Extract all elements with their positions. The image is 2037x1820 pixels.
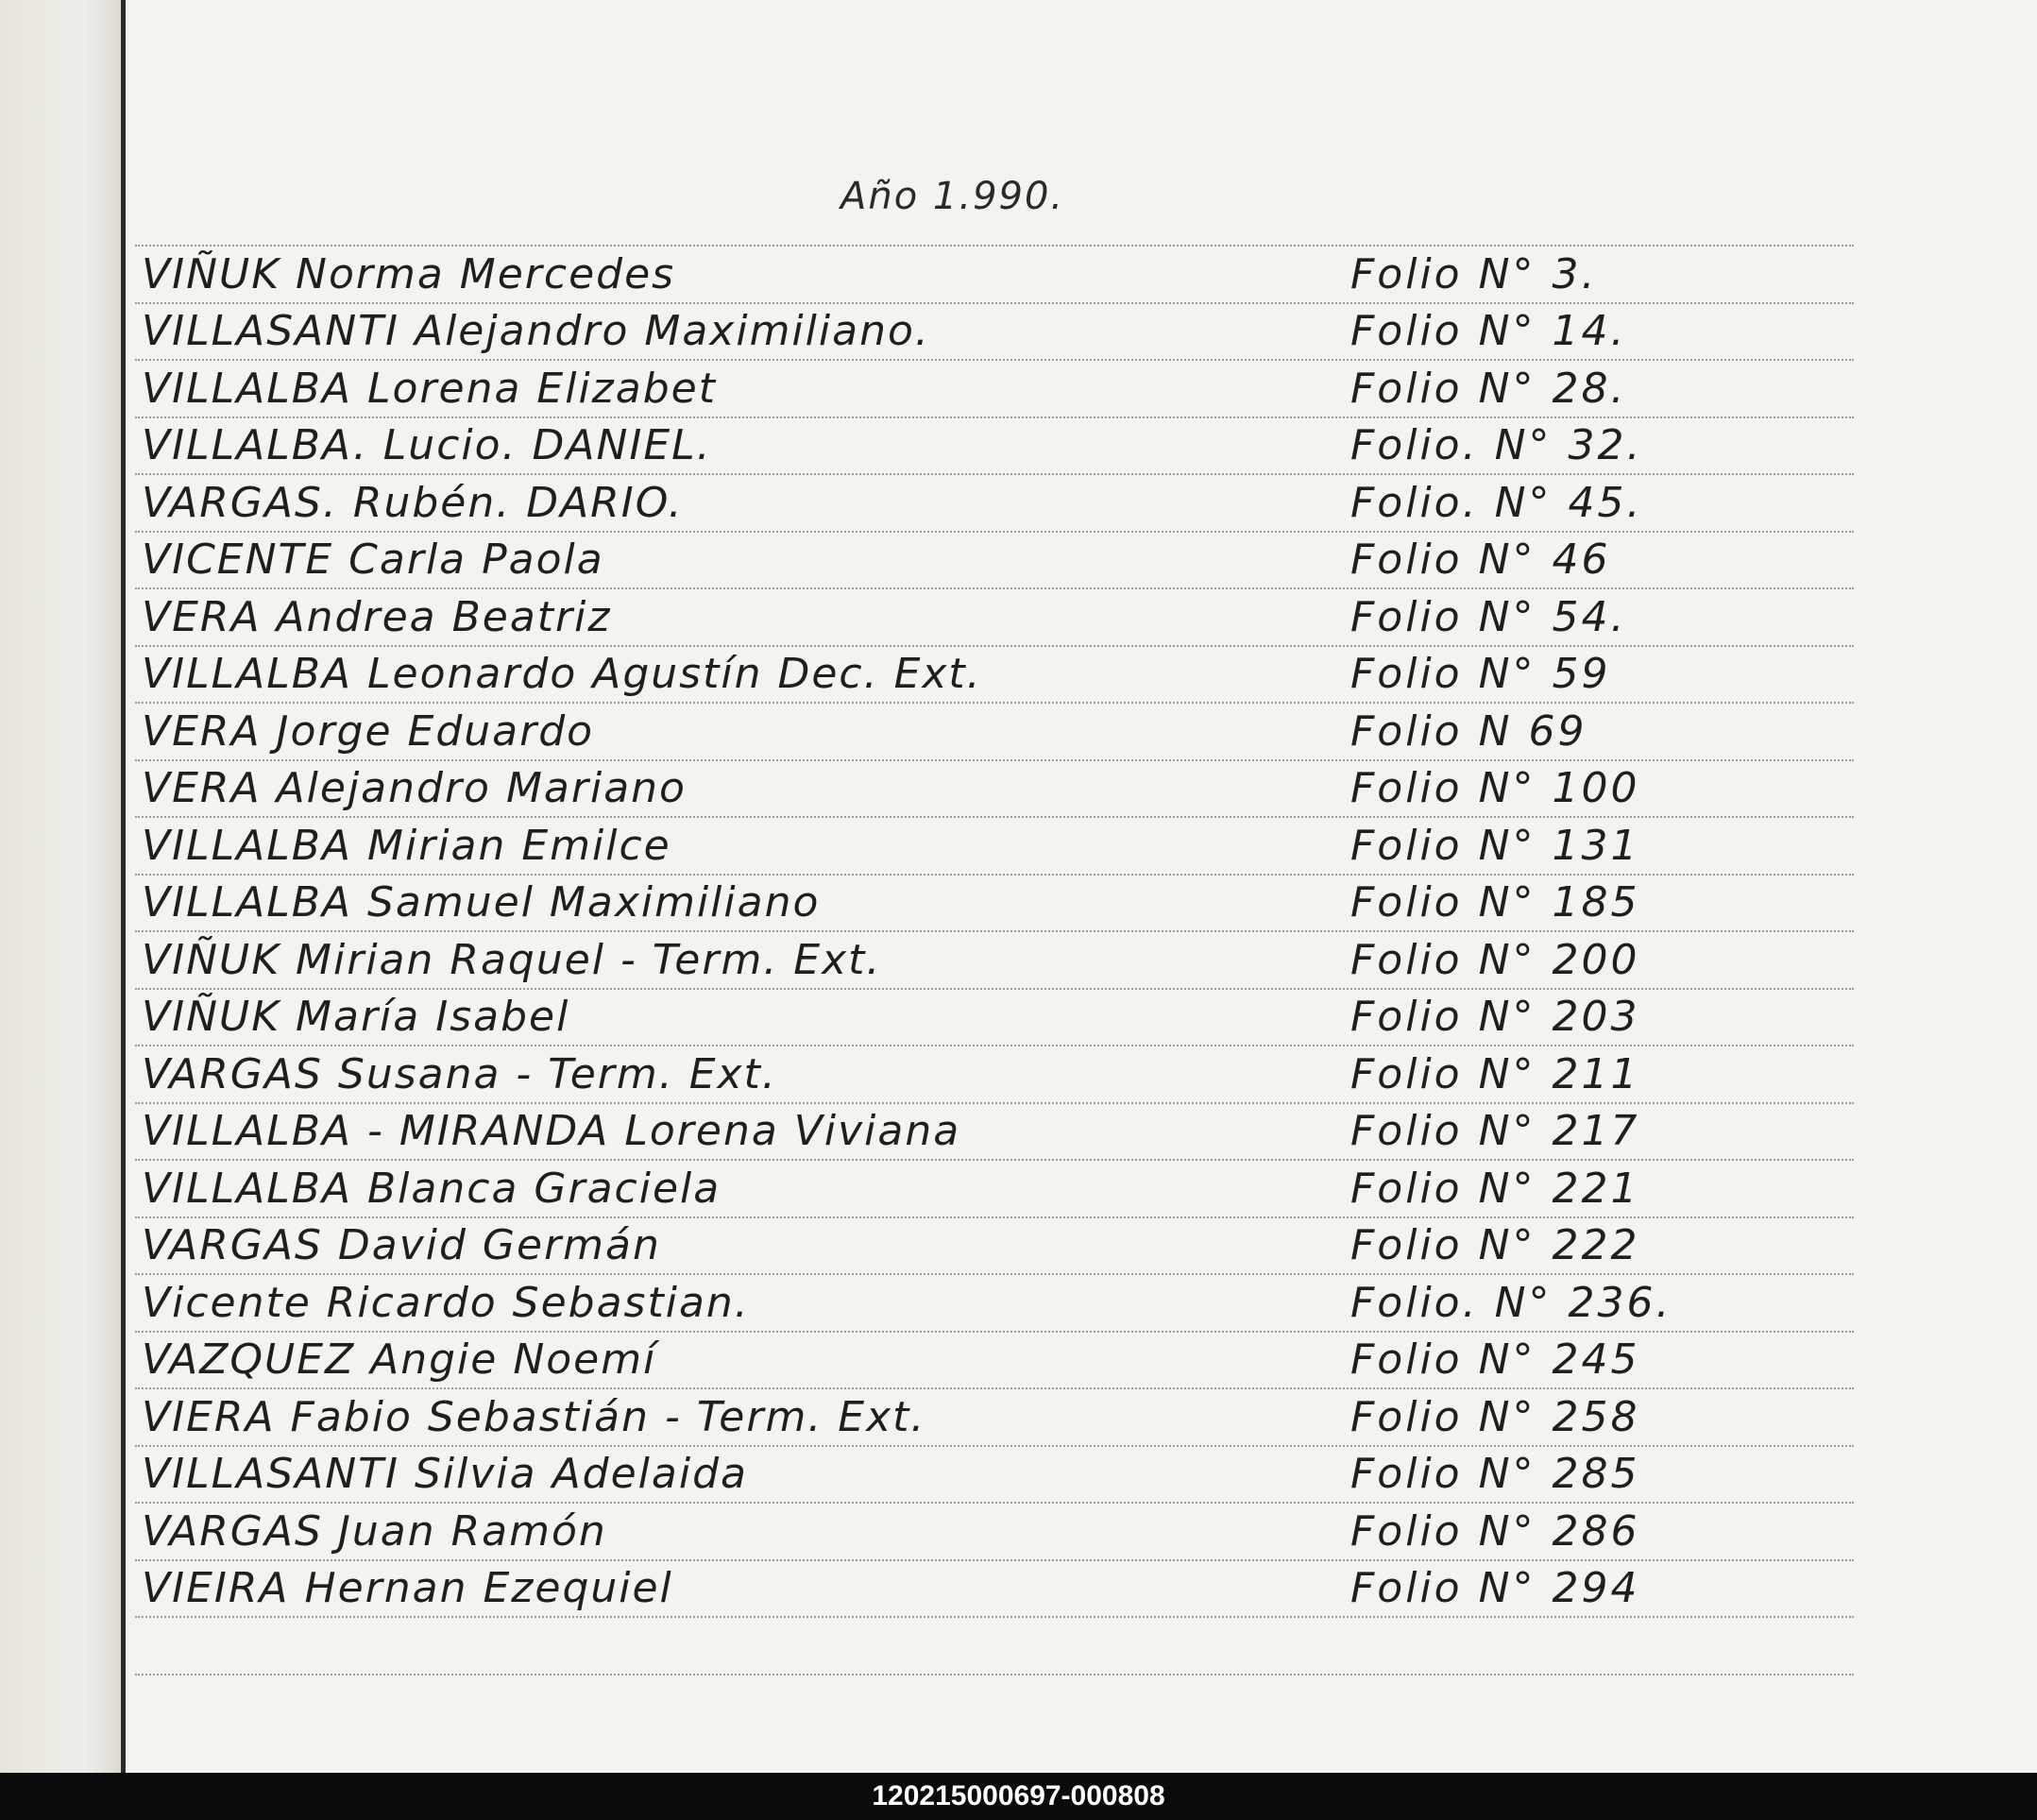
list-item — [142, 304, 1860, 359]
entry-name: VILLALBA Samuel Maximiliano — [142, 878, 821, 927]
list-item — [142, 418, 1860, 473]
ruled-line — [135, 1502, 1854, 1504]
entry-name: VERA Andrea Beatriz — [142, 593, 612, 641]
entry-name: VILLALBA Leonardo Agustín Dec. Ext. — [142, 650, 982, 698]
entry-folio: Folio N° 217 — [1350, 1107, 1640, 1155]
list-item — [142, 1447, 1860, 1502]
entry-folio: Folio N° 285 — [1350, 1450, 1640, 1498]
entry-name: VIERA Fabio Sebastián - Term. Ext. — [142, 1393, 926, 1441]
list-item — [142, 1218, 1860, 1273]
ruled-line — [135, 1616, 1854, 1618]
entry-name: VILLALBA Blanca Graciela — [142, 1165, 721, 1213]
entry-folio: Folio N° 258 — [1350, 1393, 1640, 1441]
list-item — [142, 247, 1860, 302]
ruled-line — [135, 1674, 1854, 1675]
entry-name: VILLALBA Mirian Emilce — [142, 822, 671, 870]
entry-name: VIEIRA Hernan Ezequiel — [142, 1564, 673, 1612]
ruled-line — [135, 816, 1854, 818]
entry-name: VIÑUK María Isabel — [142, 993, 570, 1041]
entry-name: VARGAS David Germán — [142, 1221, 661, 1269]
binding-line — [121, 0, 126, 1773]
binding-margin — [0, 0, 121, 1773]
entry-folio: Folio N° 28. — [1350, 365, 1627, 413]
entry-name: VIÑUK Norma Mercedes — [142, 250, 676, 298]
entry-name: VILLALBA - MIRANDA Lorena Viviana — [142, 1107, 961, 1155]
list-item — [142, 1390, 1860, 1445]
entry-folio: Folio N° 46 — [1350, 536, 1611, 584]
list-item — [142, 1104, 1860, 1159]
entry-folio: Folio N° 245 — [1350, 1335, 1640, 1384]
list-item — [142, 933, 1860, 988]
entry-folio: Folio N° 3. — [1350, 250, 1598, 298]
ruled-line — [135, 587, 1854, 589]
ruled-line — [135, 930, 1854, 932]
ruled-line — [135, 1387, 1854, 1389]
ruled-line — [135, 702, 1854, 704]
entry-folio: Folio N° 59 — [1350, 650, 1611, 698]
list-item — [142, 876, 1860, 930]
entry-name: VARGAS Susana - Term. Ext. — [142, 1050, 777, 1098]
entry-name: VILLASANTI Silvia Adelaida — [142, 1450, 748, 1498]
entry-folio: Folio N° 14. — [1350, 307, 1627, 355]
entry-folio: Folio N° 131 — [1350, 822, 1640, 870]
ruled-line — [135, 1045, 1854, 1046]
list-item — [142, 990, 1860, 1045]
ruled-line — [135, 1273, 1854, 1275]
entry-folio: Folio N° 211 — [1350, 1050, 1640, 1098]
entry-folio: Folio N° 200 — [1350, 936, 1640, 984]
entry-folio: Folio. N° 32. — [1350, 421, 1643, 469]
ruled-line — [135, 1159, 1854, 1161]
entry-folio: Folio N° 185 — [1350, 878, 1640, 927]
list-item — [142, 1333, 1860, 1387]
list-item — [142, 1047, 1860, 1102]
ruled-line — [135, 473, 1854, 475]
entry-folio: Folio N° 100 — [1350, 764, 1640, 812]
list-item — [142, 1561, 1860, 1616]
entry-folio: Folio N° 54. — [1350, 593, 1627, 641]
list-item — [142, 533, 1860, 587]
entry-folio: Folio N° 286 — [1350, 1507, 1640, 1556]
entry-name: VARGAS. Rubén. DARIO. — [142, 479, 684, 527]
list-item — [142, 705, 1860, 759]
entry-folio: Folio N 69 — [1350, 707, 1587, 756]
entry-name: VILLALBA. Lucio. DANIEL. — [142, 421, 712, 469]
list-item — [142, 1162, 1860, 1216]
list-item — [142, 1276, 1860, 1331]
document-id: 120215000697-000808 — [872, 1780, 1165, 1811]
entry-name: VERA Alejandro Mariano — [142, 764, 687, 812]
list-item — [142, 590, 1860, 645]
entry-folio: Folio N° 221 — [1350, 1165, 1640, 1213]
list-item — [142, 647, 1860, 702]
list-item — [142, 761, 1860, 816]
year-heading: Año 1.990. — [840, 175, 1065, 218]
entry-name: VAZQUEZ Angie Noemí — [142, 1335, 657, 1384]
entry-folio: Folio. N° 236. — [1350, 1279, 1672, 1327]
entry-folio: Folio N° 203 — [1350, 993, 1640, 1041]
list-item — [142, 1505, 1860, 1559]
footer-bar — [0, 1773, 2037, 1820]
entry-name: VILLALBA Lorena Elizabet — [142, 365, 717, 413]
list-item — [142, 819, 1860, 874]
list-item — [142, 476, 1860, 531]
list-item — [142, 362, 1860, 417]
entry-name: VARGAS Juan Ramón — [142, 1507, 607, 1556]
entry-name: VILLASANTI Alejandro Maximiliano. — [142, 307, 930, 355]
entry-folio: Folio. N° 45. — [1350, 479, 1643, 527]
entry-folio: Folio N° 294 — [1350, 1564, 1640, 1612]
entry-name: VIÑUK Mirian Raquel - Term. Ext. — [142, 936, 882, 984]
entry-name: Vicente Ricardo Sebastian. — [142, 1279, 750, 1327]
ruled-line — [135, 359, 1854, 361]
entry-name: VERA Jorge Eduardo — [142, 707, 595, 756]
entry-name: VICENTE Carla Paola — [142, 536, 604, 584]
entry-folio: Folio N° 222 — [1350, 1221, 1640, 1269]
ruled-line — [135, 245, 1854, 247]
